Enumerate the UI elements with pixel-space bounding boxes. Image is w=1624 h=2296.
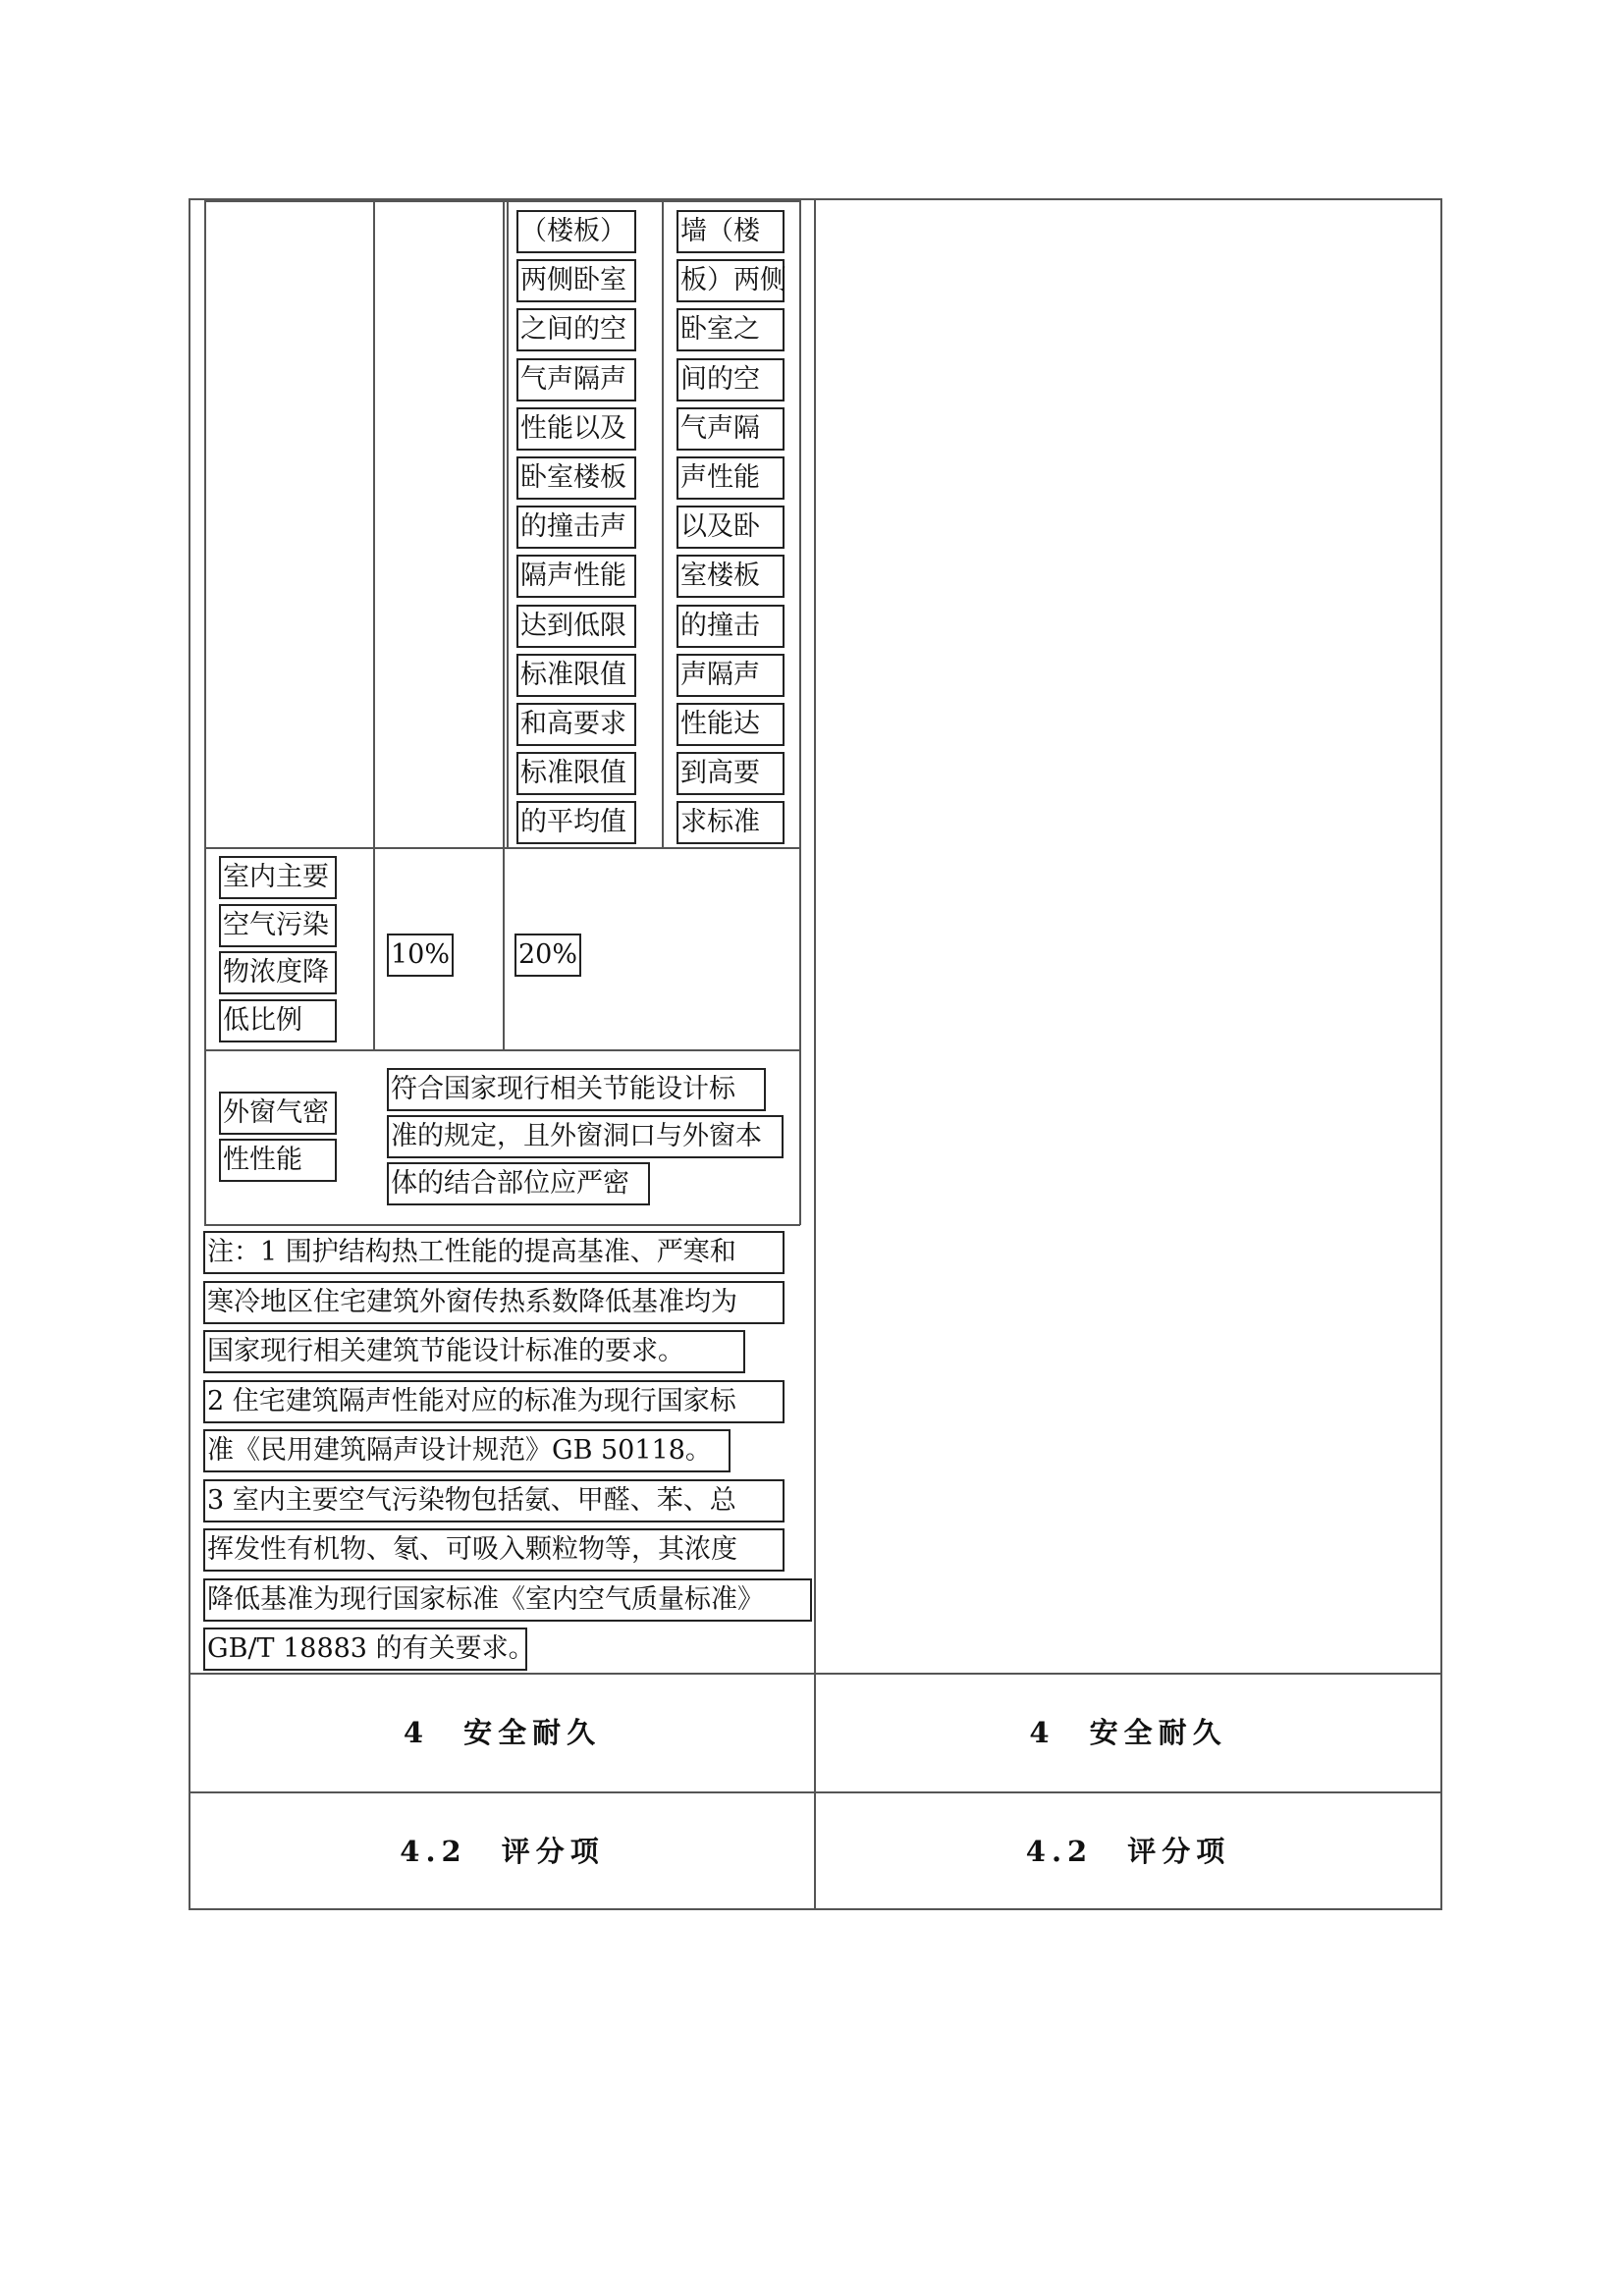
- col-c-line: 的平均值: [516, 801, 636, 844]
- col-d-line: 间的空: [677, 358, 785, 401]
- inner-vline-3: [662, 200, 664, 848]
- inner-vline-1: [373, 200, 375, 1050]
- col-d-line: 求标准: [677, 801, 785, 844]
- note-line: 挥发性有机物、氡、可吸入颗粒物等，其浓度: [203, 1528, 785, 1572]
- note-line: 国家现行相关建筑节能设计标准的要求。: [203, 1330, 745, 1373]
- outer-bottom-border: [189, 1908, 1442, 1910]
- row-divider-section: [189, 1673, 1442, 1675]
- note-line: 3 室内主要空气污染物包括氨、甲醛、苯、总: [203, 1479, 785, 1522]
- col-d-line: 到高要: [677, 752, 785, 795]
- inner-hline-1: [204, 847, 800, 849]
- col-c-line: 标准限值: [516, 654, 636, 697]
- col-d-line: 性能达: [677, 703, 785, 746]
- outer-right-border: [1440, 198, 1442, 1910]
- col-d-line: 墙（楼: [677, 210, 785, 253]
- outer-middle-divider: [814, 198, 816, 1910]
- window-airtightness-label-line: 外窗气密: [219, 1092, 337, 1135]
- note-line: GB/T 18883 的有关要求。: [203, 1628, 527, 1671]
- subsection-heading-right: 4.2 评分项: [1025, 1835, 1231, 1868]
- col-c-line: 的撞击声: [516, 506, 636, 549]
- note-line: 2 住宅建筑隔声性能对应的标准为现行国家标: [203, 1380, 785, 1423]
- inner-left-border: [204, 200, 206, 1225]
- window-airtightness-label-line: 性性能: [219, 1139, 337, 1182]
- section-heading-left: 4 安全耐久: [403, 1716, 602, 1749]
- subsection-heading-left: 4.2 评分项: [400, 1835, 605, 1868]
- col-c-line: （楼板）: [516, 210, 636, 253]
- note-line: 注：1 围护结构热工性能的提高基准、严寒和: [203, 1231, 785, 1274]
- section-heading-right: 4 安全耐久: [1029, 1716, 1227, 1749]
- window-airtightness-value-line: 准的规定，且外窗洞口与外窗本: [387, 1115, 784, 1158]
- inner-right-border: [799, 200, 801, 1225]
- inner-hline-3: [204, 1224, 800, 1226]
- col-d-line: 的撞击: [677, 605, 785, 648]
- air-pollutant-label-line: 物浓度降: [219, 951, 337, 994]
- col-d-line: 卧室之: [677, 308, 785, 351]
- col-c-line: 卧室楼板: [516, 456, 636, 500]
- col-c-line: 达到低限: [516, 605, 636, 648]
- col-d-line: 声性能: [677, 456, 785, 500]
- window-airtightness-value-line: 符合国家现行相关节能设计标: [387, 1068, 766, 1111]
- inner-vline-2b: [507, 200, 509, 848]
- col-d-line: 室楼板: [677, 555, 785, 598]
- air-pollutant-label-line: 空气污染: [219, 904, 337, 947]
- col-c-line: 和高要求: [516, 703, 636, 746]
- col-c-line: 之间的空: [516, 308, 636, 351]
- window-airtightness-value-line: 体的结合部位应严密: [387, 1162, 650, 1205]
- air-pollutant-value-20: 20%: [514, 934, 581, 977]
- col-d-line: 以及卧: [677, 506, 785, 549]
- col-c-line: 气声隔声: [516, 358, 636, 401]
- inner-hline-2: [204, 1049, 800, 1051]
- note-line: 降低基准为现行国家标准《室内空气质量标准》: [203, 1578, 812, 1622]
- col-c-line: 性能以及: [516, 407, 636, 451]
- air-pollutant-label-line: 低比例: [219, 999, 337, 1042]
- note-line: 寒冷地区住宅建筑外窗传热系数降低基准均为: [203, 1281, 785, 1324]
- note-line: 准《民用建筑隔声设计规范》GB 50118。: [203, 1429, 731, 1472]
- row-divider-subsection: [189, 1791, 1442, 1793]
- inner-vline-2a: [503, 200, 505, 1050]
- air-pollutant-value-10: 10%: [387, 934, 454, 977]
- col-d-line: 声隔声: [677, 654, 785, 697]
- col-c-line: 两侧卧室: [516, 259, 636, 302]
- air-pollutant-label-line: 室内主要: [219, 856, 337, 899]
- outer-left-border: [189, 198, 190, 1910]
- col-d-line: 气声隔: [677, 407, 785, 451]
- col-d-line: 板）两侧: [677, 259, 785, 302]
- col-c-line: 标准限值: [516, 752, 636, 795]
- col-c-line: 隔声性能: [516, 555, 636, 598]
